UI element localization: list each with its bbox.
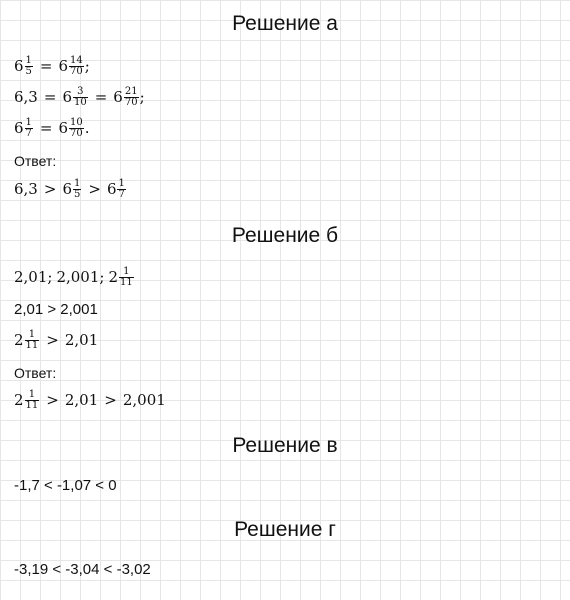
decimal-number: 2,01 [64, 391, 99, 409]
section-g-title: Решение г [234, 518, 336, 541]
solution-b-answer [14, 389, 166, 411]
fraction: $\frac{1}{7}$ [25, 116, 32, 139]
operator: = [39, 57, 53, 75]
operator: = [39, 119, 53, 137]
fraction: $\frac{1}{5}$ [25, 54, 32, 77]
punctuation: . [84, 119, 90, 137]
operator: > [46, 391, 59, 409]
answer-label-a: Ответ: [14, 153, 57, 169]
operator: = [94, 88, 108, 106]
solution-a-line-2 [14, 86, 145, 108]
fraction: $\frac{14}{70}$ [70, 54, 83, 77]
whole-part: 2 [14, 391, 24, 409]
decimal-number: 2,01; [14, 268, 53, 286]
whole-part: 6 [58, 119, 69, 137]
whole-part: 6 [58, 57, 69, 75]
solution-a-line-1 [14, 55, 90, 77]
solution-b-line-3 [14, 329, 98, 351]
decimal-number: 2,001 [122, 391, 166, 409]
whole-part: 6 [106, 180, 117, 198]
section-v-title: Решение в [232, 434, 338, 457]
answer-label-b: Ответ: [14, 365, 57, 381]
section-b-title: Решение б [231, 224, 339, 247]
solution-g-line-1: -3,19 < -3,04 < -3,02 [14, 561, 151, 578]
decimal-number: 2,001; [56, 268, 105, 286]
fraction: $\frac{3}{10}$ [73, 85, 87, 108]
section-a-title: Решение а [232, 12, 338, 35]
solution-v-line-1: -1,7 < -1,07 < 0 [14, 477, 117, 494]
solution-a-line-3 [14, 117, 90, 139]
fraction: $\frac{1}{11}$ [25, 388, 39, 411]
whole-part: 2 [14, 331, 24, 349]
operator: > [88, 180, 101, 198]
decimal-number: 2,01 [64, 331, 99, 349]
punctuation: ; [139, 88, 145, 106]
decimal-number: 6,3 [14, 88, 38, 106]
whole-part: 6 [62, 88, 72, 106]
decimal-number: 6,3 [14, 180, 38, 198]
whole-part: 6 [62, 180, 72, 198]
whole-part: 6 [113, 88, 123, 106]
solution-a-answer [14, 178, 127, 200]
fraction: $\frac{1}{11}$ [120, 265, 133, 288]
fraction: $\frac{1}{5}$ [73, 177, 81, 200]
fraction: $\frac{21}{70}$ [124, 85, 138, 108]
fraction: $\frac{1}{7}$ [118, 177, 125, 200]
punctuation: ; [84, 57, 90, 75]
fraction: $\frac{1}{11}$ [25, 328, 39, 351]
whole-part: 6 [14, 119, 24, 137]
operator: = [43, 88, 57, 106]
whole-part: 2 [108, 268, 118, 286]
operator: > [43, 180, 57, 198]
fraction: $\frac{10}{70}$ [70, 116, 83, 139]
solution-b-line-1 [14, 266, 135, 288]
operator: > [104, 391, 117, 409]
operator: > [46, 331, 59, 349]
solution-b-line-2: 2,01 > 2,001 [14, 301, 98, 318]
whole-part: 6 [14, 57, 24, 75]
